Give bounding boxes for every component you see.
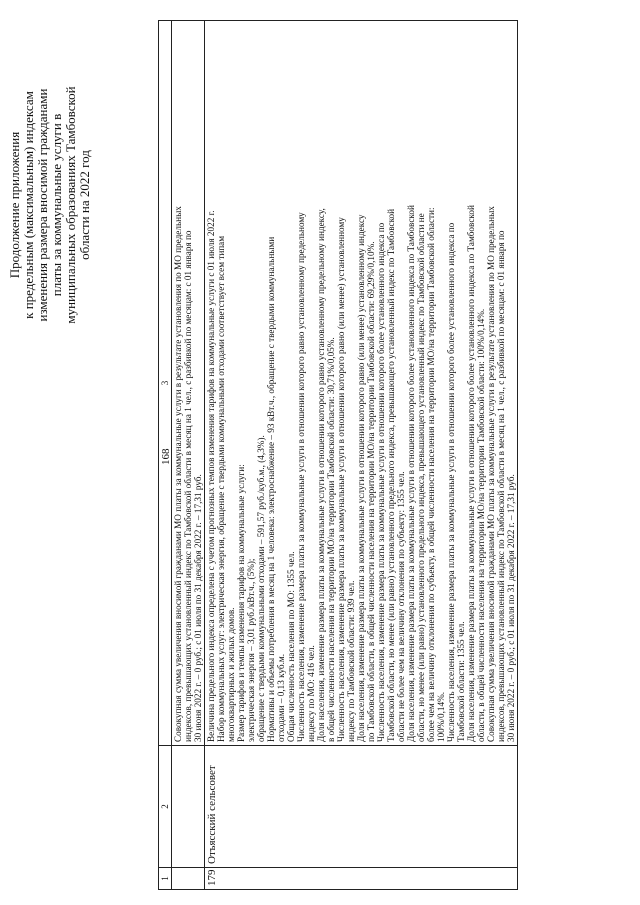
header-line: изменения размера вносимой гражданами	[35, 88, 50, 322]
column-number: 3	[159, 21, 172, 746]
row-description: Величина предельного индекса определена с учетом прогнозных темпов изменения тарифов на коммунальные услуги с 01 июля 2022 г. Набор коммунальных услуг: электрическая энергия, обращение с твердыми коммунальными отходами соответствует всем типам многоквартирных и жилых домов. Размер тарифов и темпы изменения тарифов на коммунальные услуги: электрическая энергия – 3,01 руб./кВт.ч., (5%); обращение с твердыми коммунальными отходами – 591,57 руб./куб.м., (4,3%). Нормативы и объемы потребления в месяц на 1 человека: электроснабжение – 93 кВт.ч., обращение с твердыми коммунальными отходами – 0,13 куб.м. Общая численность населения по МО: 1355 чел. Численность населения, изменение размера платы за коммунальные услуги в отношении которого равно установленному предельному индексу по МО: 416 чел. Доля населения, изменение размера платы за коммунальные услуги в отношении которого равно установленному предельному индексу, в общей численности населения на территории МО/на территории Тамбовской области: 30,71%/0,05%. Численность населения, изменение размера платы за коммунальные услуги в отношении которого равно (или менее) установленному индексу по Тамбовской области: 939 чел. Доля населения, изменение размера платы за коммунальные услуги в отношении которого равно (или менее) установленному индексу по Тамбовской области, в общей численности населения на территории МО/на территории Тамбовской области: 69,29%/0,10%. Численность населения, изменение размера платы за коммунальные услуги в отношении которого более установленного индекса по Тамбовской области, но менее (или равно) установленного предельного индекса, превышающего установленный индекс по Тамбовской области не более чем на величину отклонения по субъекту: 1355 чел. Доля населения, изменение размера платы за коммунальные услуги в отношении которого более установленного индекса по Тамбовской области, но менее (или равно) установленного предельного индекса, превышающего установленный индекс по Тамбовской области не более чем на величину отклонения по субъекту, в общей численности населения на территории МО/на территории Тамбовской области: 100%/0,14%. Численность населения, изменение размера платы за коммунальные услуги в отношении которого более установленного индекса по Тамбовской области: 1355 чел. Доля населения, изменение размера платы за коммунальные услуги в отношении которого более установленного индекса по Тамбовской области, в общей численности населения на территории МО/на территории Тамбовской области: 100%/0,14%. Совокупная сумма увеличения вносимой гражданами МО платы за коммунальные услуги в результате установления по МО предельных индексов, превышающих установленный индекс по Тамбовской области в месяц на 1 чел., с разбивкой по месяцам: с 01 января по 30 июня 2022 г. – 0 руб.; с 01 июля по 31 декабря 2022 г. – 17,31 руб.	[205, 21, 518, 746]
header-line: области на 2022 год	[77, 150, 92, 260]
column-number-row	[159, 21, 172, 890]
column-number: 2	[159, 746, 172, 868]
appendix-header	[8, 25, 92, 385]
table-row	[205, 21, 518, 890]
table-row-continued	[172, 21, 205, 890]
indices-table	[158, 20, 518, 890]
page-number: 168	[160, 448, 172, 465]
row-number: 179	[205, 868, 518, 890]
header-line: платы за коммунальные услуги в	[49, 113, 64, 297]
column-number: 1	[159, 868, 172, 890]
row-description: Совокупная сумма увеличения вносимой гражданами МО платы за коммунальные услуги в результате установления по МО предельных индексов, превышающих установленный индекс по Тамбовской области в месяц на 1 чел., с разбивкой по месяцам: с 01 января по 30 июня 2022 г. – 0 руб.; с 01 июля по 31 декабря 2022 г. – 17,31 руб.	[172, 21, 205, 746]
municipality-name: Отъясский сельсовет	[205, 746, 518, 868]
header-line: муниципальных образованиях Тамбовской	[63, 86, 78, 324]
header-line: Продолжение приложения	[7, 131, 22, 279]
header-line: к предельным (максимальным) индексам	[21, 91, 36, 319]
